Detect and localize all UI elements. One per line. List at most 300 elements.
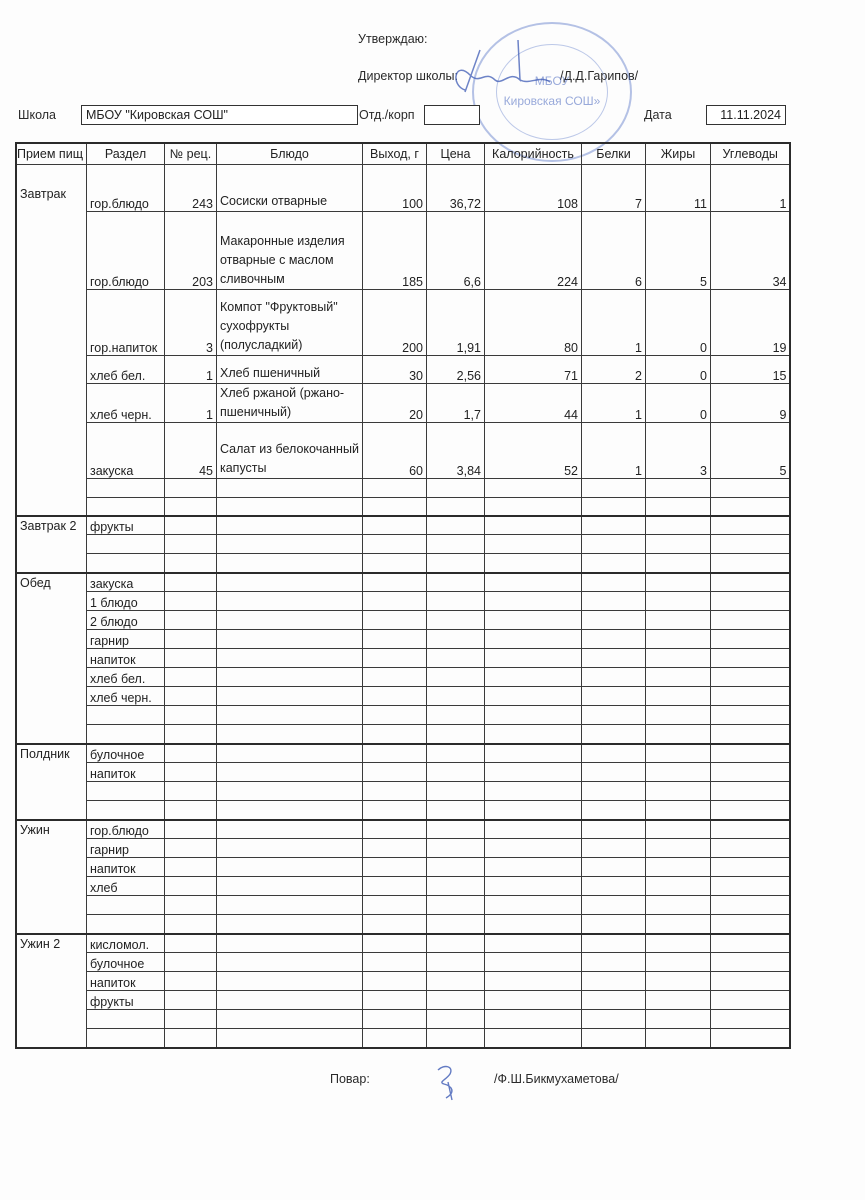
protein-cell [581,611,645,630]
table-header-row [16,143,790,165]
section-cell [86,1029,164,1048]
carbs-cell [710,706,790,725]
protein-cell [581,630,645,649]
yield-cell: 100 [362,165,426,212]
dish-cell [216,479,362,498]
carbs-cell [710,896,790,915]
director-name: /Д.Д.Гарипов/ [560,69,639,83]
kcal-cell [484,1010,581,1029]
yield-cell [362,592,426,611]
recipe-cell [164,934,216,953]
section-cell [86,535,164,554]
protein-cell [581,801,645,820]
protein-cell [581,877,645,896]
protein-cell [581,725,645,744]
fat-cell [645,934,710,953]
price-cell [426,1010,484,1029]
fat-cell [645,668,710,687]
protein-cell [581,763,645,782]
protein-cell: 1 [581,384,645,423]
cook-label: Повар: [330,1072,370,1086]
section-cell: гарнир [86,839,164,858]
yield-cell [362,1010,426,1029]
fat-cell [645,877,710,896]
carbs-cell: 19 [710,290,790,356]
kcal-cell [484,858,581,877]
protein-cell [581,535,645,554]
fat-cell [645,573,710,592]
dish-cell: Сосиски отварные [216,165,362,212]
fat-cell: 0 [645,384,710,423]
kcal-cell [484,991,581,1010]
price-cell [426,820,484,839]
kcal-cell [484,934,581,953]
recipe-cell [164,1010,216,1029]
recipe-cell [164,744,216,763]
dish-cell [216,839,362,858]
carbs-cell [710,801,790,820]
table-row [16,801,790,820]
price-cell [426,782,484,801]
dish-cell: Хлеб пшеничный [216,356,362,384]
kcal-cell [484,706,581,725]
recipe-cell [164,915,216,934]
carbs-cell [710,782,790,801]
carbs-cell [710,915,790,934]
protein-cell [581,668,645,687]
header-section: Раздел [86,143,164,165]
price-cell [426,479,484,498]
recipe-cell [164,877,216,896]
section-cell: хлеб черн. [86,384,164,423]
director-signature-icon [440,30,560,100]
fat-cell [645,498,710,516]
protein-cell [581,554,645,573]
dish-cell: Хлеб ржаной (ржано-пшеничный) [216,384,362,423]
recipe-cell: 1 [164,356,216,384]
dish-cell [216,877,362,896]
table-row [16,744,790,763]
kcal-cell [484,744,581,763]
section-cell: 2 блюдо [86,611,164,630]
header-kcal: Калорийность [484,143,581,165]
section-cell: закуска [86,423,164,479]
dept-field[interactable] [424,105,480,125]
dish-cell [216,896,362,915]
recipe-cell [164,820,216,839]
yield-cell: 60 [362,423,426,479]
dish-cell: Макаронные изделия отварные с маслом сливочным [216,212,362,290]
price-cell [426,991,484,1010]
dish-cell [216,687,362,706]
section-cell [86,896,164,915]
protein-cell [581,1010,645,1029]
fat-cell [645,479,710,498]
carbs-cell [710,934,790,953]
fat-cell [645,953,710,972]
recipe-cell [164,896,216,915]
kcal-cell: 52 [484,423,581,479]
section-cell [86,725,164,744]
dish-cell [216,858,362,877]
price-cell [426,668,484,687]
section-cell: напиток [86,858,164,877]
section-cell: напиток [86,649,164,668]
dish-cell [216,820,362,839]
fat-cell: 11 [645,165,710,212]
table-row [16,725,790,744]
table-row [16,706,790,725]
yield-cell [362,498,426,516]
section-cell: гор.блюдо [86,165,164,212]
fat-cell [645,535,710,554]
section-cell: булочное [86,744,164,763]
table-row [16,479,790,498]
price-cell [426,896,484,915]
recipe-cell: 203 [164,212,216,290]
recipe-cell [164,668,216,687]
table-row [16,384,790,423]
date-label: Дата [644,108,672,122]
dish-cell [216,972,362,991]
fat-cell: 0 [645,290,710,356]
yield-cell [362,668,426,687]
carbs-cell [710,877,790,896]
table-row [16,592,790,611]
price-cell [426,630,484,649]
yield-cell: 200 [362,290,426,356]
recipe-cell [164,592,216,611]
carbs-cell [710,744,790,763]
recipe-cell [164,706,216,725]
meal-name: Ужин [16,820,86,934]
school-field[interactable]: МБОУ "Кировская СОШ" [81,105,358,125]
dish-cell [216,744,362,763]
date-field[interactable]: 11.11.2024 [706,105,786,125]
protein-cell [581,972,645,991]
table-row [16,763,790,782]
carbs-cell [710,991,790,1010]
price-cell [426,725,484,744]
kcal-cell [484,820,581,839]
price-cell [426,592,484,611]
protein-cell: 2 [581,356,645,384]
table-row [16,1029,790,1048]
yield-cell [362,649,426,668]
carbs-cell [710,649,790,668]
carbs-cell [710,479,790,498]
header-dish: Блюдо [216,143,362,165]
stamp-line-1: МБОУ [534,74,570,88]
approve-label: Утверждаю: [358,32,428,46]
section-cell: хлеб [86,877,164,896]
yield-cell [362,516,426,535]
kcal-cell: 80 [484,290,581,356]
price-cell [426,535,484,554]
recipe-cell [164,479,216,498]
carbs-cell [710,535,790,554]
carbs-cell [710,687,790,706]
protein-cell [581,820,645,839]
yield-cell [362,820,426,839]
protein-cell [581,991,645,1010]
fat-cell [645,611,710,630]
price-cell [426,915,484,934]
yield-cell [362,877,426,896]
fat-cell [645,915,710,934]
dish-cell [216,801,362,820]
cook-signature-icon [430,1062,470,1102]
recipe-cell: 1 [164,384,216,423]
kcal-cell [484,611,581,630]
kcal-cell: 44 [484,384,581,423]
header-price: Цена [426,143,484,165]
price-cell: 3,84 [426,423,484,479]
yield-cell [362,479,426,498]
carbs-cell [710,554,790,573]
dish-cell: Салат из белокочанный капусты [216,423,362,479]
recipe-cell: 243 [164,165,216,212]
kcal-cell [484,1029,581,1048]
price-cell [426,687,484,706]
table-row [16,839,790,858]
recipe-cell [164,630,216,649]
recipe-cell [164,801,216,820]
fat-cell [645,801,710,820]
table-row [16,858,790,877]
recipe-cell [164,554,216,573]
yield-cell [362,858,426,877]
meal-name: Полдник [16,744,86,820]
carbs-cell [710,573,790,592]
dish-cell [216,535,362,554]
dish-cell [216,668,362,687]
meal-name: Завтрак 2 [16,516,86,573]
fat-cell [645,1029,710,1048]
yield-cell [362,535,426,554]
carbs-cell [710,953,790,972]
protein-cell [581,915,645,934]
fat-cell [645,820,710,839]
fat-cell [645,687,710,706]
recipe-cell [164,858,216,877]
recipe-cell [164,498,216,516]
section-cell: гор.блюдо [86,212,164,290]
kcal-cell [484,573,581,592]
protein-cell: 6 [581,212,645,290]
protein-cell [581,687,645,706]
carbs-cell [710,498,790,516]
kcal-cell [484,479,581,498]
dish-cell: Компот "Фруктовый" сухофрукты (полусладкий) [216,290,362,356]
section-cell: булочное [86,953,164,972]
fat-cell [645,858,710,877]
carbs-cell [710,972,790,991]
dish-cell [216,763,362,782]
carbs-cell [710,516,790,535]
yield-cell [362,706,426,725]
header-recipe: № рец. [164,143,216,165]
carbs-cell: 15 [710,356,790,384]
price-cell: 6,6 [426,212,484,290]
section-cell [86,706,164,725]
yield-cell [362,839,426,858]
recipe-cell [164,535,216,554]
kcal-cell [484,801,581,820]
section-cell: фрукты [86,991,164,1010]
section-cell: хлеб бел. [86,356,164,384]
header-protein: Белки [581,143,645,165]
protein-cell [581,516,645,535]
price-cell [426,706,484,725]
kcal-cell [484,782,581,801]
protein-cell [581,896,645,915]
section-cell: хлеб бел. [86,668,164,687]
section-cell: гор.блюдо [86,820,164,839]
recipe-cell [164,725,216,744]
recipe-cell: 3 [164,290,216,356]
price-cell [426,573,484,592]
protein-cell [581,592,645,611]
fat-cell: 5 [645,212,710,290]
yield-cell [362,934,426,953]
meal-name: Завтрак [16,165,86,516]
director-label: Директор школы: [358,69,458,83]
section-cell: гарнир [86,630,164,649]
carbs-cell [710,592,790,611]
price-cell [426,877,484,896]
table-row [16,896,790,915]
kcal-cell [484,649,581,668]
kcal-cell [484,687,581,706]
recipe-cell [164,972,216,991]
protein-cell [581,479,645,498]
table-row [16,611,790,630]
header-fat: Жиры [645,143,710,165]
fat-cell: 0 [645,356,710,384]
kcal-cell: 71 [484,356,581,384]
yield-cell [362,972,426,991]
table-row [16,972,790,991]
fat-cell [645,516,710,535]
protein-cell [581,744,645,763]
yield-cell [362,573,426,592]
kcal-cell [484,516,581,535]
dish-cell [216,934,362,953]
recipe-cell [164,839,216,858]
dish-cell [216,725,362,744]
dish-cell [216,1010,362,1029]
dish-cell [216,991,362,1010]
yield-cell [362,801,426,820]
school-label: Школа [18,108,56,122]
price-cell [426,801,484,820]
table-row [16,877,790,896]
yield-cell [362,953,426,972]
kcal-cell: 108 [484,165,581,212]
dish-cell [216,630,362,649]
dish-cell [216,554,362,573]
price-cell [426,516,484,535]
price-cell: 1,7 [426,384,484,423]
protein-cell: 7 [581,165,645,212]
protein-cell: 1 [581,423,645,479]
fat-cell [645,972,710,991]
fat-cell [645,1010,710,1029]
price-cell [426,554,484,573]
carbs-cell: 34 [710,212,790,290]
yield-cell [362,725,426,744]
kcal-cell: 224 [484,212,581,290]
protein-cell [581,934,645,953]
table-row [16,687,790,706]
dish-cell [216,592,362,611]
table-row [16,820,790,839]
price-cell [426,858,484,877]
price-cell [426,498,484,516]
yield-cell [362,896,426,915]
section-cell: закуска [86,573,164,592]
section-cell [86,479,164,498]
dish-cell [216,953,362,972]
dish-cell [216,611,362,630]
yield-cell [362,744,426,763]
dish-cell [216,498,362,516]
section-cell: кисломол. [86,934,164,953]
table-row [16,516,790,535]
protein-cell [581,1029,645,1048]
kcal-cell [484,554,581,573]
carbs-cell [710,839,790,858]
carbs-cell [710,1010,790,1029]
price-cell [426,744,484,763]
header-yield: Выход, г [362,143,426,165]
carbs-cell [710,668,790,687]
kcal-cell [484,498,581,516]
recipe-cell [164,991,216,1010]
yield-cell: 20 [362,384,426,423]
price-cell [426,934,484,953]
kcal-cell [484,953,581,972]
table-row [16,991,790,1010]
kcal-cell [484,972,581,991]
recipe-cell [164,953,216,972]
carbs-cell [710,858,790,877]
section-cell: 1 блюдо [86,592,164,611]
school-stamp [472,22,632,162]
recipe-cell [164,516,216,535]
table-row [16,649,790,668]
table-row [16,953,790,972]
carbs-cell [710,630,790,649]
yield-cell [362,1029,426,1048]
price-cell [426,972,484,991]
yield-cell [362,915,426,934]
table-row [16,668,790,687]
meal-name: Ужин 2 [16,934,86,1048]
table-row [16,915,790,934]
table-row [16,423,790,479]
header-meal: Прием пищ [16,143,86,165]
protein-cell [581,782,645,801]
section-cell: хлеб черн. [86,687,164,706]
table-row [16,356,790,384]
fat-cell [645,630,710,649]
price-cell: 36,72 [426,165,484,212]
protein-cell [581,953,645,972]
price-cell: 1,91 [426,290,484,356]
yield-cell [362,630,426,649]
